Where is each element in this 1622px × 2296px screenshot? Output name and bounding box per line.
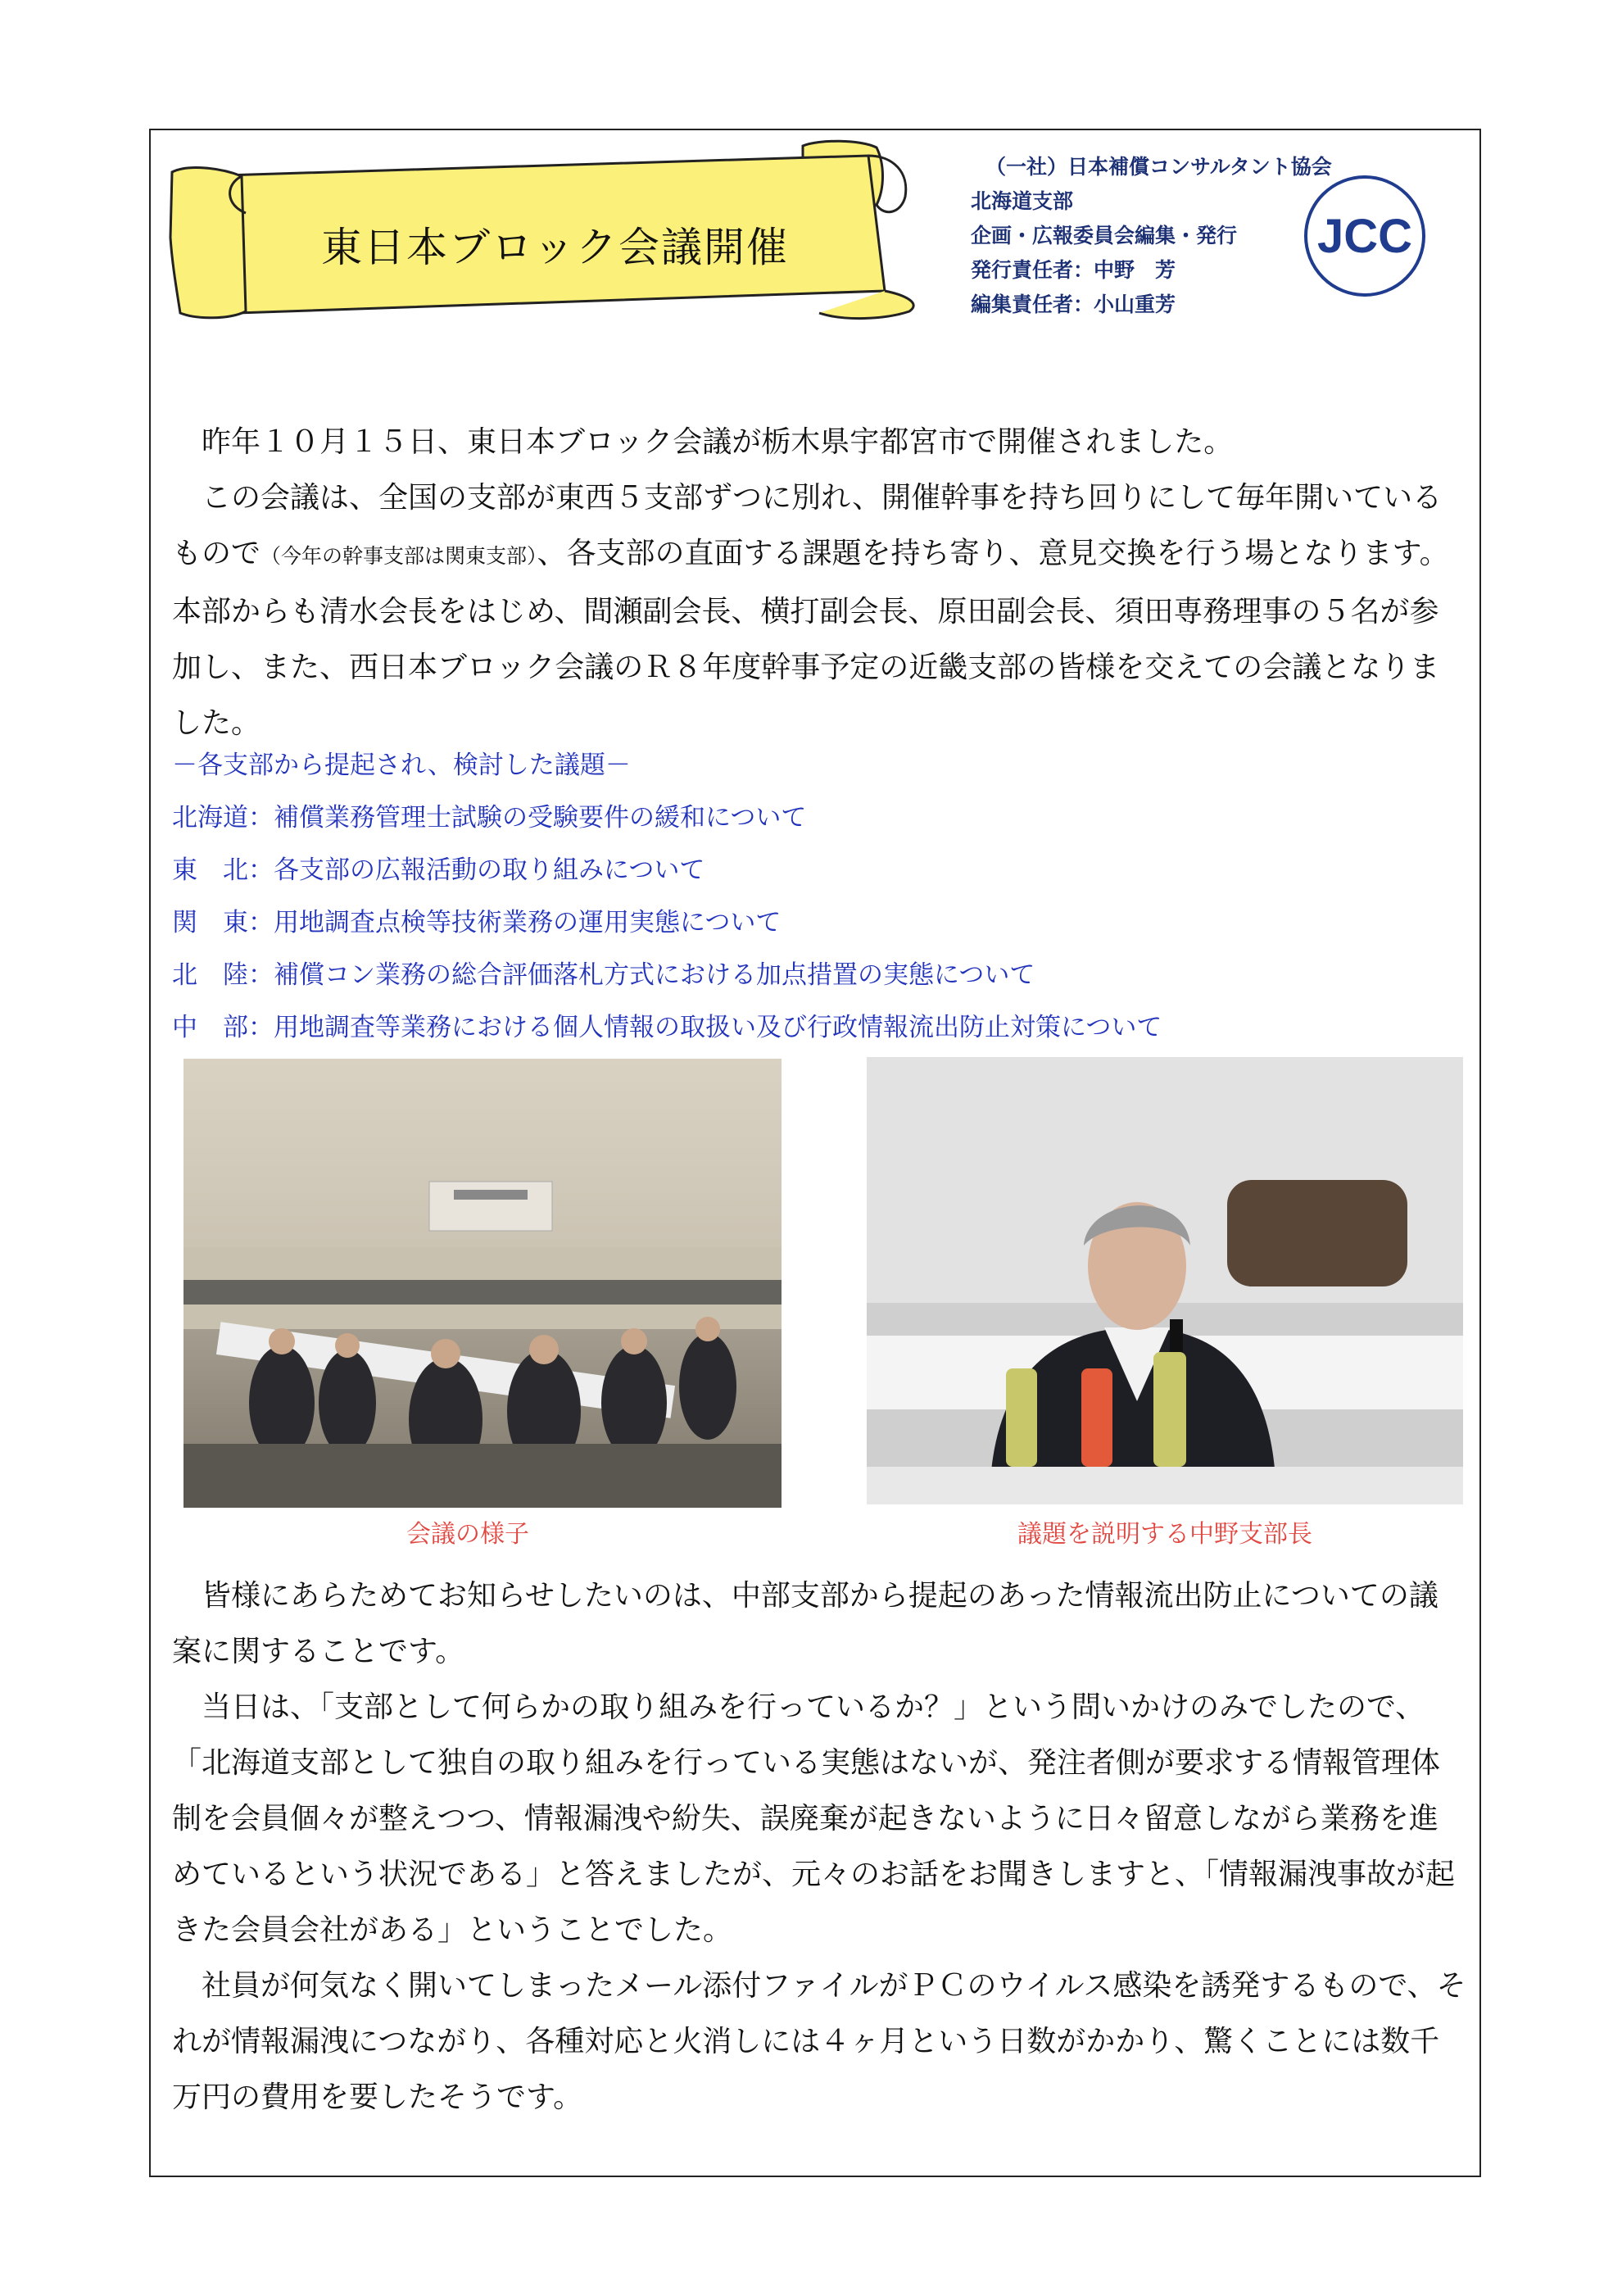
agenda-item — [172, 949, 1466, 1001]
intro-text-part: 、各支部の直面する課題を持ち寄り、意見交換を行う場となります。本部からも清水会長をはじめ、間瀬副会長、横打副会長、原田副会長、須田専務理事の５名が参加し、また、西日本ブロック会議のＲ８年度幹事予定の近畿支部の皆様を交えての会議となりました。 — [172, 537, 1449, 740]
agenda-branch: 北海道 — [172, 803, 248, 833]
banner-title: 東日本ブロック会議開催 — [321, 224, 789, 271]
agenda-item — [172, 792, 1466, 844]
agenda-branch: 中 部 — [172, 1013, 248, 1042]
publisher-line: 企画・広報委員会編集・発行 — [971, 224, 1238, 247]
article-paragraph: 社員が何気なく開いてしまったメール添付ファイルがＰＣのウイルス感染を誘発するもので、それが情報漏洩につながり、各種対応と火消しには４ヶ月という日数がかかり、驚くことには数千万円の費用を要したそうです。 — [172, 1969, 1466, 2114]
intro-note: （今年の幹事支部は関東支部） — [261, 544, 537, 568]
agenda-topic: ：補償業務管理士試験の受験要件の緩和について — [248, 803, 807, 833]
intro-paragraph — [172, 470, 1466, 751]
jcc-logo — [1303, 174, 1427, 298]
speaker-photo — [867, 1057, 1463, 1504]
photo-caption: 会議の様子 — [406, 1520, 529, 1549]
publisher-line: 発行責任者：中野 芳 — [971, 258, 1176, 282]
agenda-topic: ：各支部の広報活動の取り組みについて — [248, 855, 705, 885]
agenda-topic: ：用地調査等業務における個人情報の取扱い及び行政情報流出防止対策について — [248, 1013, 1162, 1042]
intro-text — [172, 415, 1466, 751]
logo-text: JCC — [1316, 210, 1413, 263]
article-paragraph: 皆様にあらためてお知らせしたいのは、中部支部から提起のあった情報流出防止についての議案に関することです。 — [172, 1579, 1439, 1668]
agenda-topic: ：用地調査点検等技術業務の運用実態について — [248, 908, 782, 937]
photo-caption: 議題を説明する中野支部長 — [1017, 1520, 1312, 1549]
article-paragraph: 当日は、「支部として何らかの取り組みを行っているか？」という問いかけのみでしたので、「北海道支部として独自の取り組みを行っている実態はないが、発注者側が要求する情報管理体制を会員個々が整えつつ、情報漏洩や紛失、誤廃棄が起きないように日々留意しながら業務を進めているという状況である」と答えましたが、元々のお話をお聞きしますと、「情報漏洩事故が起きた会員会社がある」ということでした。 — [172, 1690, 1456, 1947]
publisher-line: （一社）日本補償コンサルタント協会 — [985, 155, 1332, 179]
agenda-item — [172, 896, 1466, 949]
agenda-item — [172, 1001, 1466, 1054]
agenda-heading: －各支部から提起され、検討した議題－ — [172, 751, 631, 780]
agenda-item — [172, 844, 1466, 896]
agenda-topic: ：補償コン業務の総合評価落札方式における加点措置の実態について — [248, 960, 1035, 990]
article-body — [172, 1568, 1466, 2126]
agenda-list — [172, 739, 1466, 1054]
publisher-line: 編集責任者：小山重芳 — [971, 293, 1176, 316]
meeting-photo — [183, 1059, 782, 1508]
publisher-info — [971, 150, 1332, 322]
intro-paragraph: 昨年１０月１５日、東日本ブロック会議が栃木県宇都宮市で開催されました。 — [202, 425, 1234, 459]
agenda-branch: 北 陸 — [172, 960, 248, 990]
agenda-branch: 東 北 — [172, 855, 248, 885]
agenda-branch: 関 東 — [172, 908, 248, 937]
intro-text-part: この会議は、全国の支部が東西５支部ずつに別れ、開催幹事を持ち回りにして毎年開いているもので — [172, 481, 1443, 570]
publisher-line: 北海道支部 — [971, 189, 1074, 213]
